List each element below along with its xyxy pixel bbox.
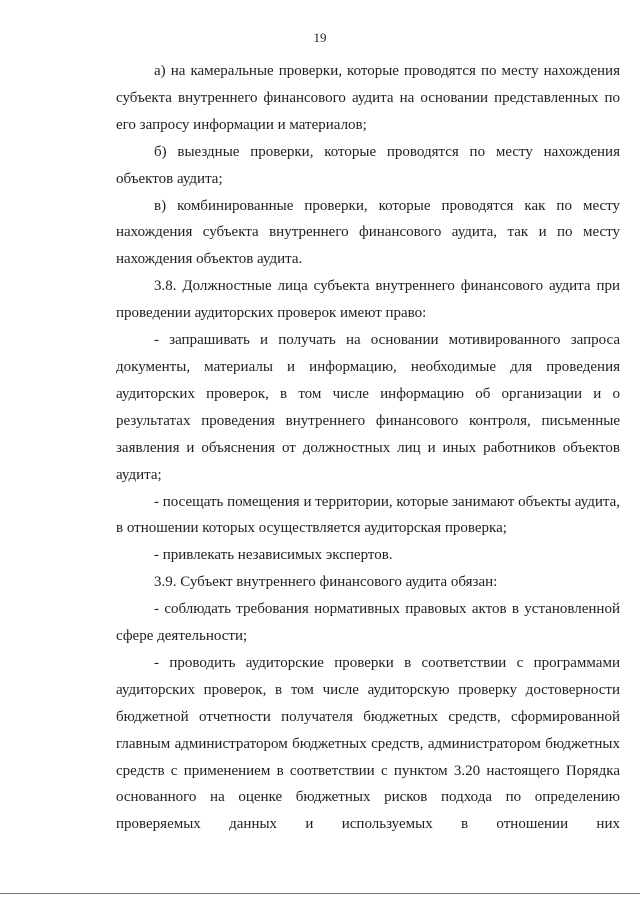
paragraph-right-experts: - привлекать независимых экспертов. <box>154 547 393 564</box>
page-number: 19 <box>313 30 327 45</box>
document-body <box>116 58 620 838</box>
paragraph-item-v: в) комбинированные проверки, которые проводятся как по месту нахождения субъекта внутреннего финансового аудита, так и по месту нахождения объектов аудита. <box>116 197 620 268</box>
paragraph-3-8: 3.8. Должностные лица субъекта внутреннего финансового аудита при проведении аудиторских проверок имеют право: <box>116 278 620 322</box>
paragraph-item-a: а) на камеральные проверки, которые проводятся по месту нахождения субъекта внутреннего финансового аудита на основании представленных по его запросу информации и материалов; <box>116 63 620 133</box>
page-bottom-edge <box>0 893 640 894</box>
paragraph-duty-comply: - соблюдать требования нормативных правовых актов в установленной сфере деятельности; <box>116 601 620 645</box>
paragraph-3-9: 3.9. Субъект внутреннего финансового аудита обязан: <box>154 574 498 591</box>
paragraph-duty-conduct: - проводить аудиторские проверки в соответствии с программами аудиторских проверок, в том числе аудиторскую проверку достоверности бюджетной отчетности получателя бюджетных средств, сформированной главным администратором бюджетных средств, администратором бюджетных средств с применением в соответствии с пунктом 3.20 настоящего Порядка основанного на оценке бюджетных рисков подхода по определению проверяемых данных и используемых в отношении них <box>116 654 620 833</box>
paragraph-right-visit: - посещать помещения и территории, которые занимают объекты аудита, в отношении которых осуществляется аудиторская проверка; <box>116 493 620 537</box>
paragraph-item-b: б) выездные проверки, которые проводятся по месту нахождения объектов аудита; <box>116 143 620 187</box>
paragraph-right-request: - запрашивать и получать на основании мотивированного запроса документы, материалы и информацию, необходимые для проведения аудиторских проверок, в том числе информацию об организации и о результатах проведения внутреннего финансового контроля, письменные заявления и объяснения от должностных лиц и иных работников объектов аудита; <box>116 332 620 483</box>
